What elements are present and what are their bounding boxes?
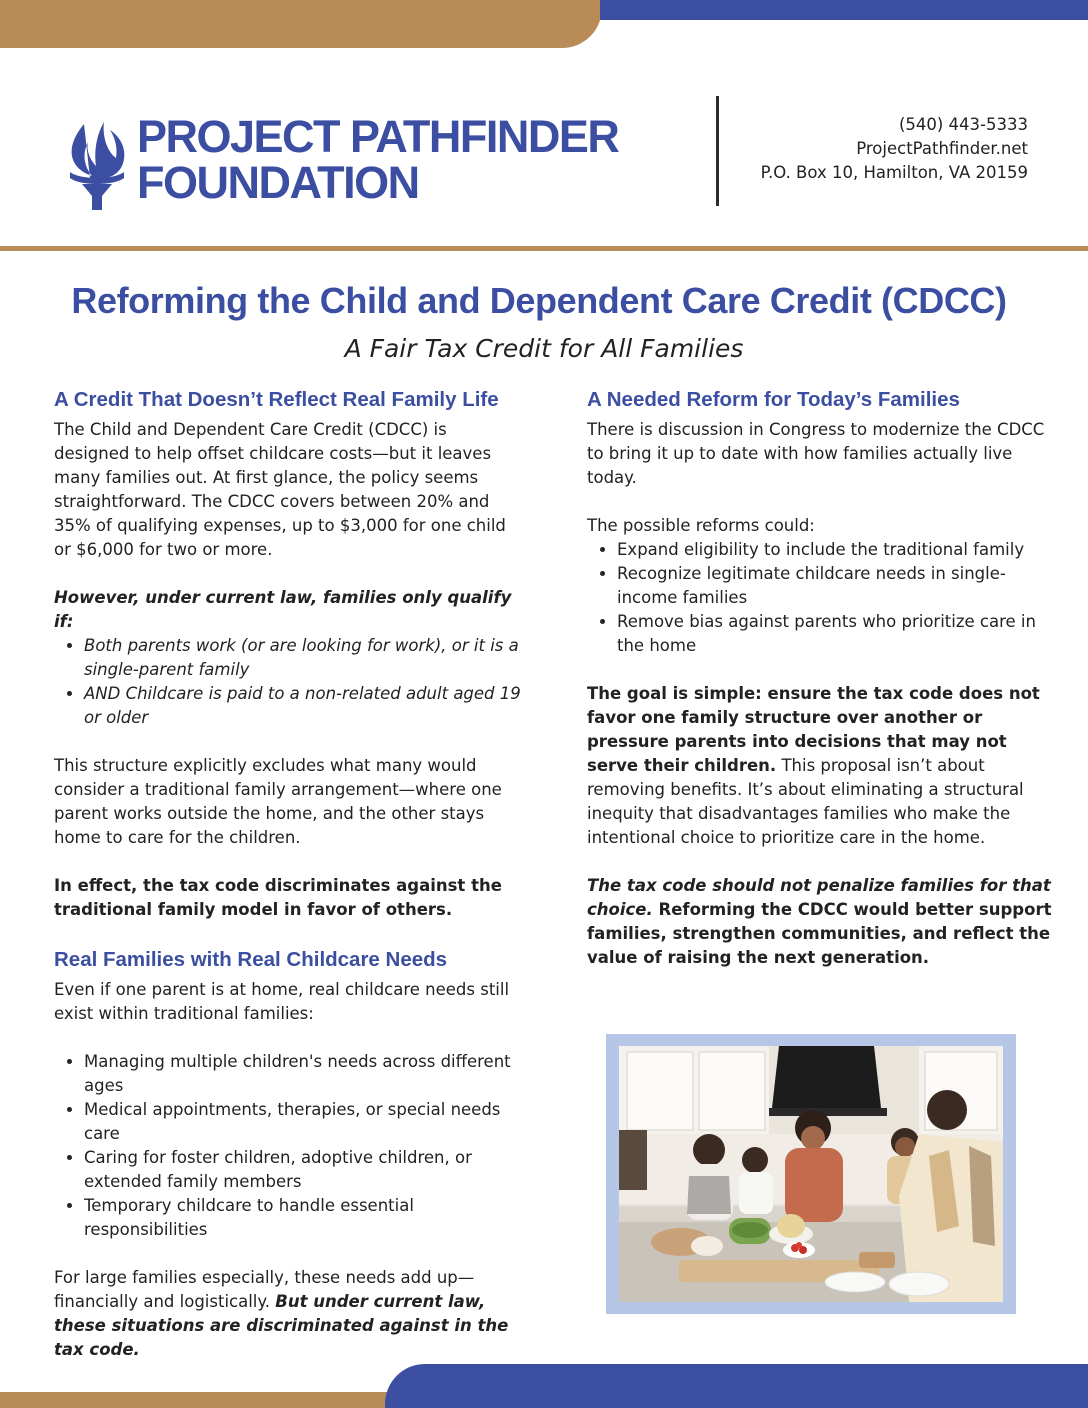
- closing-text: Reforming the CDCC would better support families, strengthen communities, and reflect the value of raising the next generation.: [587, 900, 1052, 967]
- large-families-emphasis: But under current law, these situations are discriminated against in the tax code.: [54, 1292, 509, 1359]
- goal-paragraph: [587, 682, 1053, 850]
- torch-icon: [66, 116, 128, 212]
- list-item: • AND Childcare is paid to a non-related adult aged 19 or older: [84, 682, 524, 730]
- needs-intro: Even if one parent is at home, real childcare needs still exist within traditional families:: [54, 980, 510, 1023]
- org-name: [137, 111, 619, 208]
- list-item: • Remove bias against parents who prioritize care in the home: [617, 610, 1053, 658]
- list-item: • Expand eligibility to include the traditional family: [617, 538, 1053, 562]
- header-rule: [0, 246, 1088, 251]
- reforms-list: [587, 538, 1053, 658]
- closing-emphasis: The tax code should not penalize families for that choice.: [587, 876, 1051, 919]
- closing-paragraph: [587, 874, 1053, 970]
- list-item: • Temporary childcare to handle essential responsibilities: [84, 1194, 524, 1242]
- large-families-text: For large families especially, these needs add up—financially and logistically.: [54, 1268, 475, 1311]
- structure-paragraph: This structure explicitly excludes what many would consider a traditional family arrangement—where one parent works outside the home, and the other stays home to care for the children.: [54, 756, 502, 847]
- section-heading-credit: A Credit That Doesn’t Reflect Real Family Life: [54, 388, 499, 411]
- goal-text: This proposal isn’t about removing benefits. It’s about eliminating a structural inequity that disadvantages families who make the intentional choice to prioritize care in the home.: [587, 756, 1024, 847]
- top-blue-band: [600, 0, 1088, 20]
- left-column: [54, 386, 524, 1386]
- list-item: • Caring for foster children, adoptive children, or extended family members: [84, 1146, 524, 1194]
- qualify-list: [54, 634, 524, 730]
- bottom-blue-band: [385, 1364, 1088, 1408]
- org-name-line2: FOUNDATION: [137, 157, 419, 208]
- large-families-paragraph: [54, 1266, 524, 1362]
- list-item: • Both parents work (or are looking for work), or it is a single-parent family: [84, 634, 524, 682]
- list-item: • Medical appointments, therapies, or special needs care: [84, 1098, 524, 1146]
- right-column: [587, 386, 1053, 994]
- contact-address: P.O. Box 10, Hamilton, VA 20159: [760, 163, 1028, 182]
- contact-website[interactable]: ProjectPathfinder.net: [856, 139, 1028, 158]
- contact-phone[interactable]: (540) 443-5333: [898, 115, 1028, 134]
- section-heading-reform: A Needed Reform for Today’s Families: [587, 388, 960, 411]
- org-name-line1: PROJECT PATHFINDER: [137, 111, 619, 162]
- effect-paragraph: In effect, the tax code discriminates against the traditional family model in favor of others.: [54, 876, 502, 919]
- reform-paragraph: There is discussion in Congress to modernize the CDCC to bring it up to date with how families actually live today.: [587, 420, 1045, 487]
- bottom-tan-band: [0, 1392, 400, 1408]
- section-heading-needs: Real Families with Real Childcare Needs: [54, 948, 448, 971]
- credit-paragraph: The Child and Dependent Care Credit (CDCC) is designed to help offset childcare costs—but it leaves many families out. At first glance, the policy seems straightforward. The CDCC covers between 20% and 35% of qualifying expenses, up to $3,000 for one child or $6,000 for two or more.: [54, 420, 506, 559]
- goal-emphasis: The goal is simple: ensure the tax code does not favor one family structure over another or pressure parents into decisions that may not serve their children.: [587, 684, 1040, 775]
- reforms-intro: The possible reforms could:: [587, 516, 815, 535]
- needs-list: [54, 1050, 524, 1242]
- qualify-heading: However, under current law, families only qualify if:: [54, 588, 512, 631]
- header-divider: [716, 96, 719, 206]
- list-item: • Managing multiple children's needs across different ages: [84, 1050, 524, 1098]
- top-tan-band: [0, 0, 602, 48]
- page-subtitle: A Fair Tax Credit for All Families: [344, 334, 744, 363]
- family-kitchen-photo: [619, 1046, 1003, 1302]
- page-title: Reforming the Child and Dependent Care Credit (CDCC): [71, 280, 1007, 321]
- contact-block: [761, 113, 1028, 185]
- list-item: • Recognize legitimate childcare needs in single-income families: [617, 562, 1053, 610]
